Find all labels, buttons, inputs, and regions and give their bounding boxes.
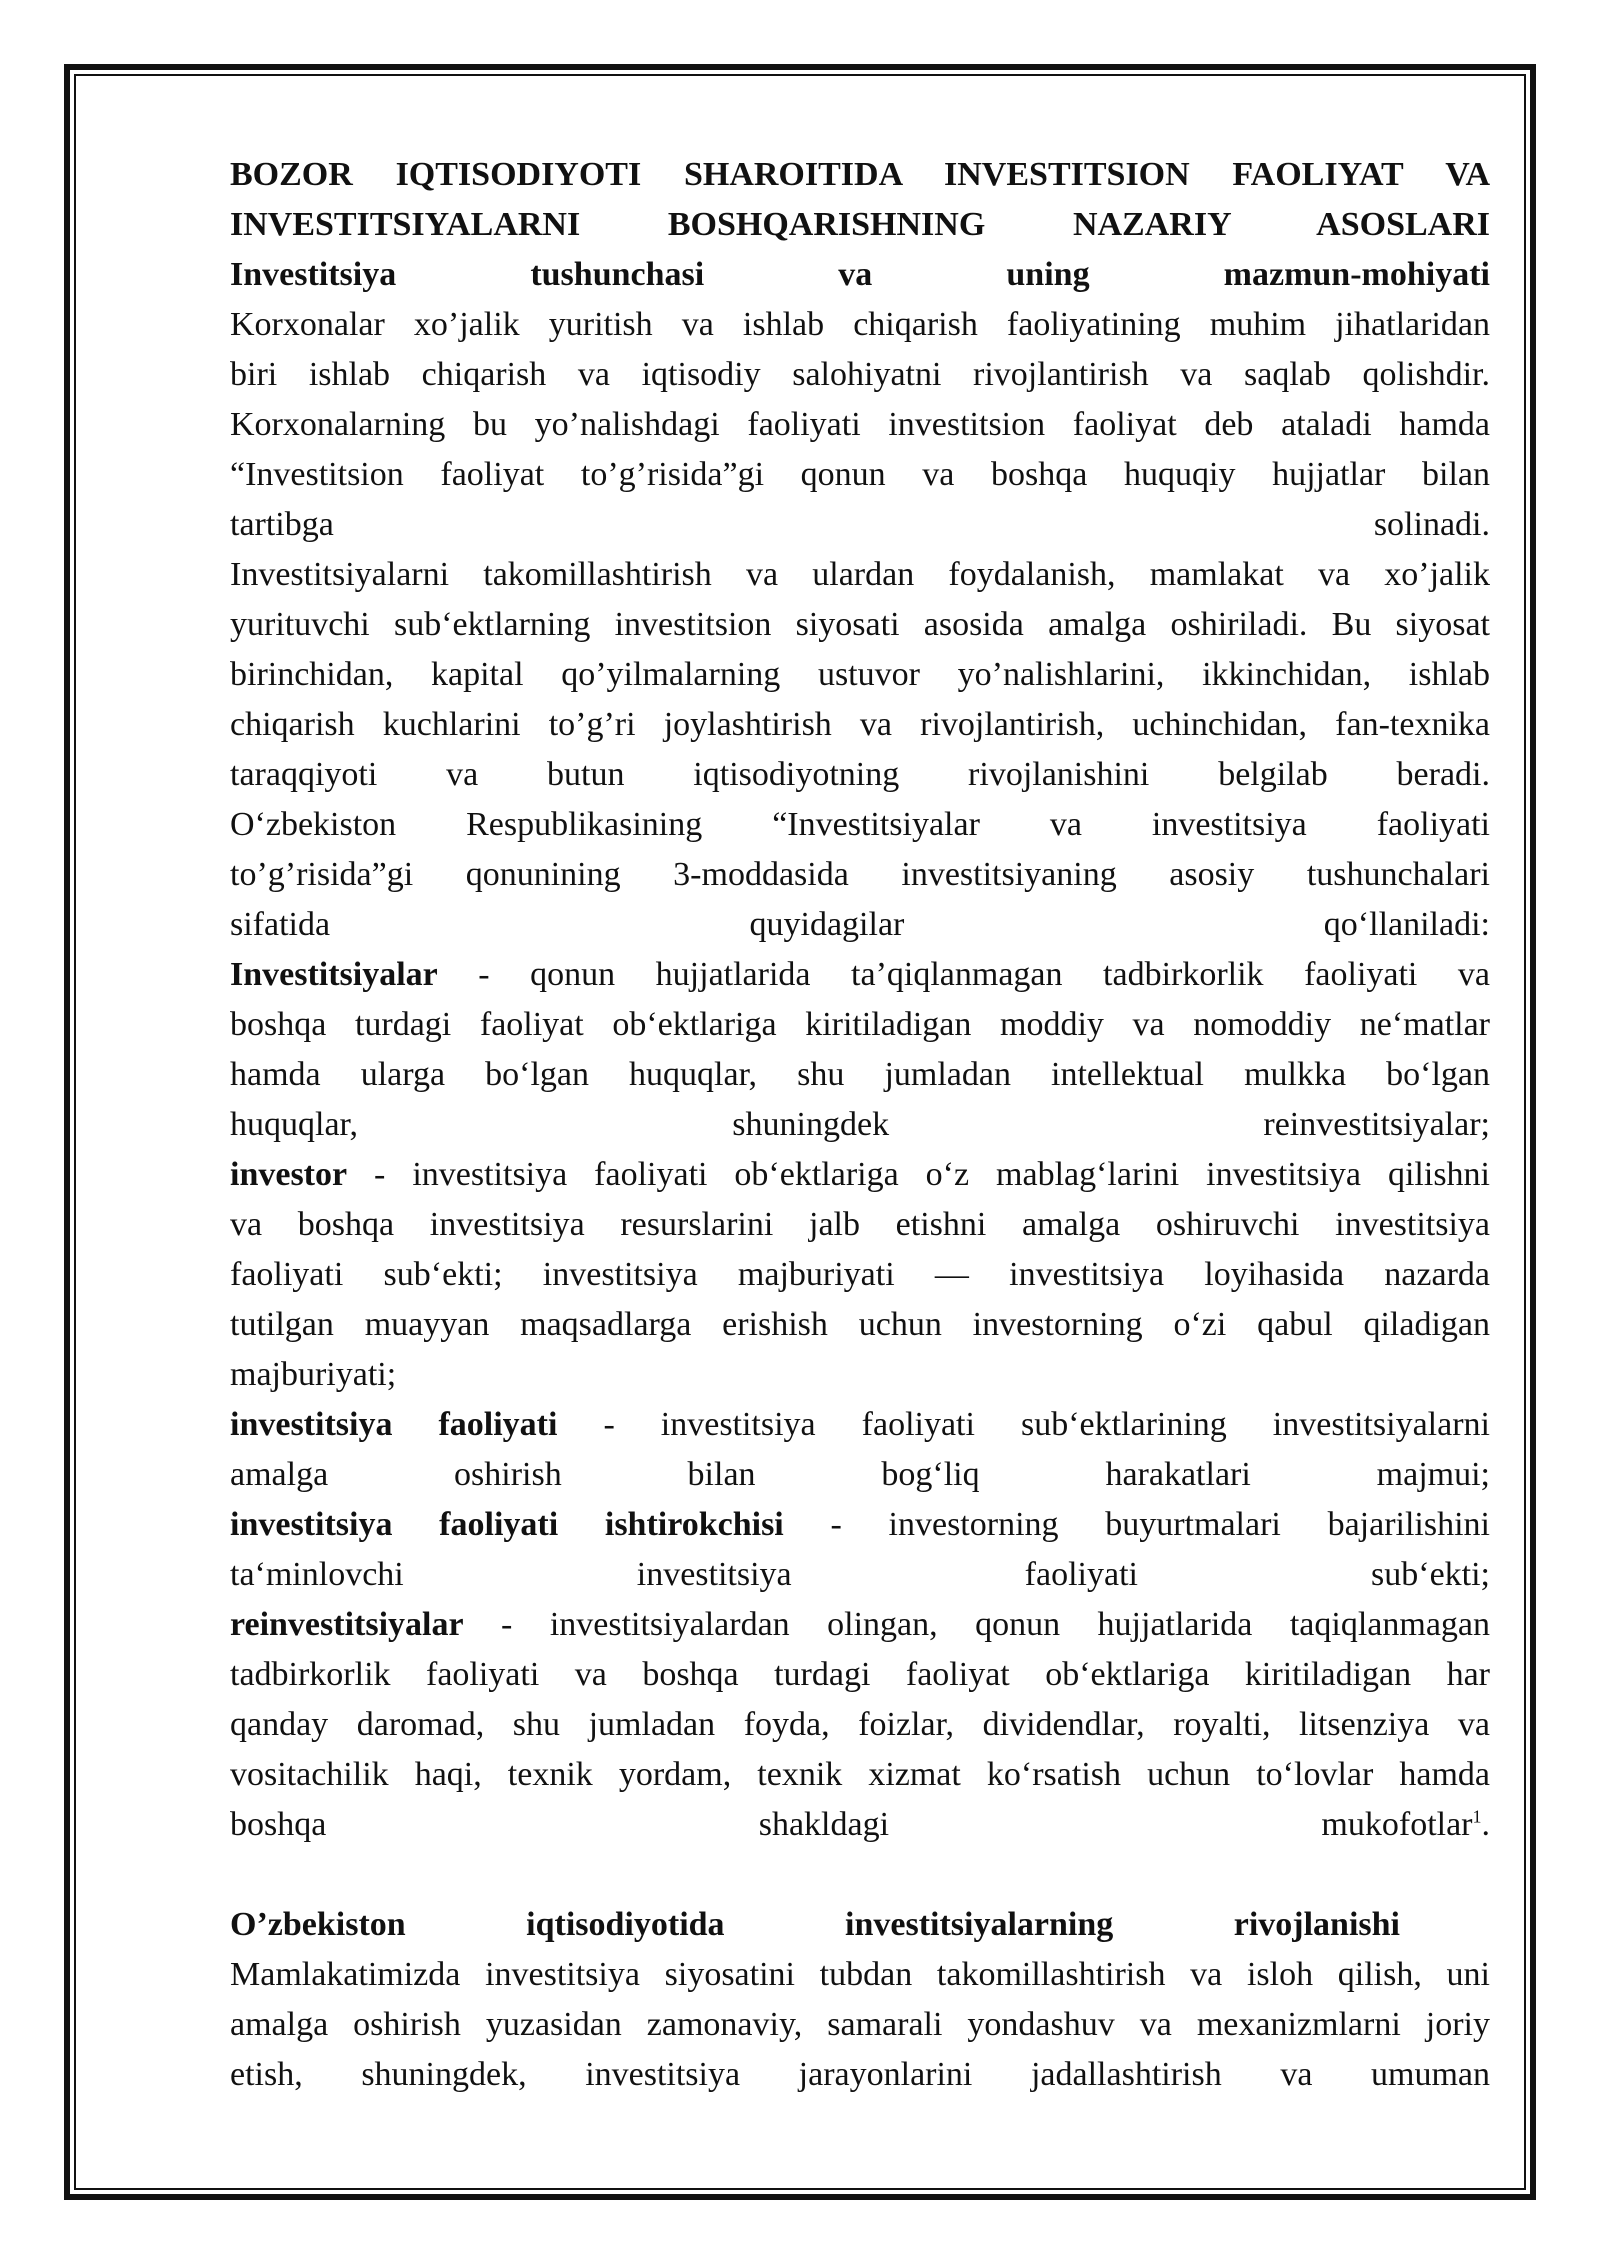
definition-text: - investitsiya faoliyati sub‘ektlarining investitsiyalarni (557, 1406, 1490, 1443)
definition-line: tadbirkorlik faoliyati va boshqa turdagi faoliyat ob‘ektlariga kiritiladigan har (230, 1656, 1490, 1693)
paragraph-line: Korxonalar xo’jalik yuritish va ishlab chiqarish faoliyatining muhim jihatlaridan (230, 306, 1490, 343)
definition-term-investitsiya-faoliyati: investitsiya faoliyati (230, 1406, 558, 1443)
definition-text: - investitsiyalardan olingan, qonun hujjatlarida taqiqlanmagan (463, 1606, 1490, 1643)
definition-line (230, 1600, 1490, 1650)
paragraph-line: etish, shuningdek, investitsiya jarayonlarini jadallashtirish va umuman (230, 2056, 1490, 2093)
definition-line (230, 950, 1490, 1000)
definition-line: qanday daromad, shu jumladan foyda, foizlar, dividendlar, royalti, litsenziya va (230, 1706, 1490, 1743)
definition-line: va boshqa investitsiya resurslarini jalb etishni amalga oshiruvchi investitsiya (230, 1206, 1490, 1243)
document-page (230, 150, 1490, 2100)
definition-term-investitsiyalar: Investitsiyalar (230, 956, 438, 993)
document-title-line-2: INVESTITSIYALARNI BOSHQARISHNING NAZARIY ASOSLARI (230, 206, 1490, 243)
paragraph-line: Korxonalarning bu yo’nalishdagi faoliyati investitsion faoliyat deb ataladi hamda (230, 406, 1490, 443)
footnote-mark: 1 (1472, 1806, 1482, 1827)
paragraph-line: Mamlakatimizda investitsiya siyosatini tubdan takomillashtirish va isloh qilish, uni (230, 1956, 1490, 1993)
paragraph-line: Investitsiyalarni takomillashtirish va ulardan foydalanish, mamlakat va xo’jalik (230, 556, 1490, 593)
definition-line: ta‘minlovchi investitsiya faoliyati sub‘ekti; (230, 1556, 1490, 1593)
paragraph-line: chiqarish kuchlarini to’g’ri joylashtirish va rivojlantirish, uchinchidan, fan-texnika (230, 706, 1490, 743)
definition-line: faoliyati sub‘ekti; investitsiya majburiyati — investitsiya loyihasida nazarda (230, 1256, 1490, 1293)
paragraph-line: O‘zbekiston Respublikasining “Investitsiyalar va investitsiya faoliyati (230, 806, 1490, 843)
paragraph-line: taraqqiyoti va butun iqtisodiyotning rivojlanishini belgilab beradi. (230, 756, 1490, 793)
paragraph-line: birinchidan, kapital qo’yilmalarning ustuvor yo’nalishlarini, ikkinchidan, ishlab (230, 656, 1490, 693)
definition-term-investor: investor (230, 1156, 348, 1193)
definition-line (230, 1800, 1490, 1850)
definition-line: huquqlar, shuningdek reinvestitsiyalar; (230, 1106, 1490, 1143)
definition-text: - investitsiya faoliyati ob‘ektlariga o‘z mablag‘larini investitsiya qilishni (347, 1156, 1490, 1193)
section-heading-investitsiyalar-rivojlanishi: O’zbekiston iqtisodiyotida investitsiyalarning rivojlanishi (230, 1906, 1400, 1943)
definition-line: hamda ularga bo‘lgan huquqlar, shu jumladan intellektual mulkka bo‘lgan (230, 1056, 1490, 1093)
definition-text: - investorning buyurtmalari bajarilishini (783, 1506, 1490, 1543)
definition-text: boshqa shakldagi mukofotlar (230, 1806, 1473, 1843)
sentence-end: . (1481, 1806, 1490, 1843)
definition-line: tutilgan muayyan maqsadlarga erishish uchun investorning o‘zi qabul qiladigan (230, 1306, 1490, 1343)
paragraph-line: biri ishlab chiqarish va iqtisodiy salohiyatni rivojlantirish va saqlab qolishdir. (230, 356, 1490, 393)
document-title-line-1: BOZOR IQTISODIYOTI SHAROITIDA INVESTITSION FAOLIYAT VA (230, 156, 1490, 193)
paragraph-line: sifatida quyidagilar qo‘llaniladi: (230, 906, 1490, 943)
definition-line: majburiyati; (230, 1356, 397, 1393)
section-heading-investitsiya-tushunchasi: Investitsiya tushunchasi va uning mazmun-mohiyati (230, 256, 1490, 293)
definition-line (230, 1500, 1490, 1550)
definition-line: boshqa turdagi faoliyat ob‘ektlariga kiritiladigan moddiy va nomoddiy ne‘matlar (230, 1006, 1490, 1043)
definition-line: vositachilik haqi, texnik yordam, texnik xizmat ko‘rsatish uchun to‘lovlar hamda (230, 1756, 1490, 1793)
definition-line (230, 1400, 1490, 1450)
paragraph-line: to’g’risida”gi qonunining 3-moddasida investitsiyaning asosiy tushunchalari (230, 856, 1490, 893)
definition-text: - qonun hujjatlarida ta’qiqlanmagan tadbirkorlik faoliyati va (437, 956, 1490, 993)
paragraph-line: “Investitsion faoliyat to’g’risida”gi qonun va boshqa huquqiy hujjatlar bilan (230, 456, 1490, 493)
paragraph-line: yurituvchi sub‘ektlarning investitsion siyosati asosida amalga oshiriladi. Bu siyosat (230, 606, 1490, 643)
paragraph-line: tartibga solinadi. (230, 506, 1490, 543)
paragraph-line: amalga oshirish yuzasidan zamonaviy, samarali yondashuv va mexanizmlarni joriy (230, 2006, 1490, 2043)
definition-term-faoliyat-ishtirokchisi: investitsiya faoliyati ishtirokchisi (230, 1506, 784, 1543)
definition-term-reinvestitsiyalar: reinvestitsiyalar (230, 1606, 464, 1643)
paragraph-gap (230, 1850, 1490, 1900)
definition-line: amalga oshirish bilan bog‘liq harakatlari majmui; (230, 1456, 1490, 1493)
definition-line (230, 1150, 1490, 1200)
